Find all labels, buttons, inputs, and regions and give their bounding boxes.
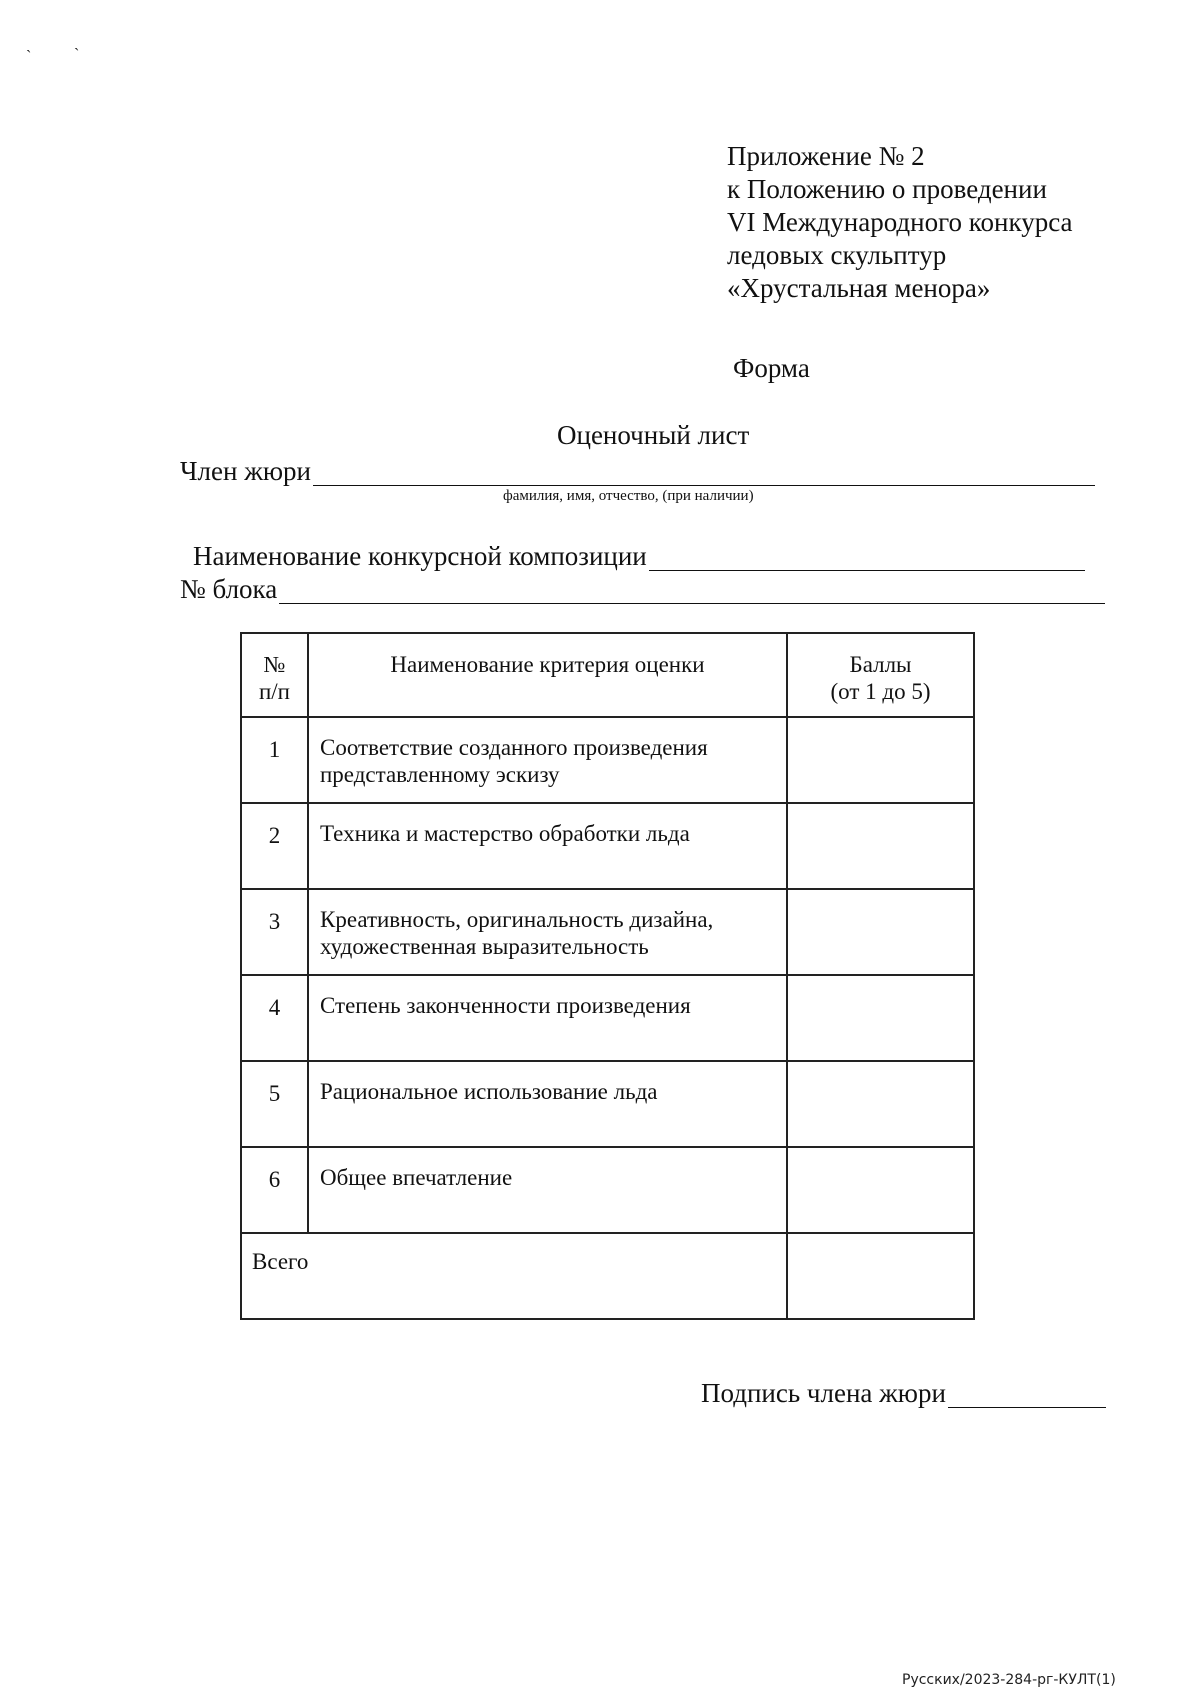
form-label: Форма [733,353,810,383]
total-label: Всего [241,1233,787,1319]
row-number: 3 [241,889,308,975]
annex-line-5: «Хрустальная менора» [727,273,991,303]
criterion-line: художественная выразительность [320,934,649,959]
row-number: 1 [241,717,308,803]
row-number: 4 [241,975,308,1061]
composition-input-line[interactable] [649,540,1085,571]
row-criterion [308,803,787,889]
row-criterion [308,889,787,975]
header-score-line-2: (от 1 до 5) [830,679,931,704]
table-row [241,1147,974,1233]
header-score [787,633,974,717]
row-number: 6 [241,1147,308,1233]
scan-mark-1: ˎ [26,36,32,53]
header-num-line-1: № [263,652,286,677]
score-cell[interactable] [787,717,974,803]
table-header-row [241,633,974,717]
score-cell[interactable] [787,975,974,1061]
annex-line-2: к Положению о проведении [727,174,1047,204]
criterion-line: Креативность, оригинальность дизайна, [320,907,714,932]
block-field [180,573,1105,604]
jury-member-field [180,455,1095,486]
row-number: 2 [241,803,308,889]
row-criterion [308,717,787,803]
criterion-line: Рациональное использование льда [320,1079,658,1104]
signature-label: Подпись члена жюри [701,1378,946,1408]
composition-label: Наименование конкурсной композиции [193,541,647,571]
header-criterion [308,633,787,717]
header-score-line-1: Баллы [849,652,912,677]
jury-member-hint: фамилия, имя, отчество, (при наличии) [503,488,754,504]
signature-field [701,1377,1106,1408]
scan-mark-2: ˏ [74,34,80,51]
annex-line-1: Приложение № 2 [727,141,925,171]
total-score-cell[interactable] [787,1233,974,1319]
table-row [241,717,974,803]
jury-member-input-line[interactable] [313,455,1095,486]
annex-header [727,140,1073,305]
row-number: 5 [241,1061,308,1147]
criterion-line: Степень законченности произведения [320,993,691,1018]
criterion-line: Техника и мастерство обработки льда [320,821,690,846]
row-criterion [308,1147,787,1233]
annex-line-4: ледовых скульптур [727,240,947,270]
document-footer-id: Русских/2023-284-рг-КУЛТ(1) [902,1672,1116,1688]
annex-line-3: VI Международного конкурса [727,207,1073,237]
row-criterion [308,975,787,1061]
score-cell[interactable] [787,803,974,889]
total-row [241,1233,974,1319]
header-num [241,633,308,717]
score-cell[interactable] [787,889,974,975]
criterion-line: представленному эскизу [320,762,560,787]
sheet-title: Оценочный лист [557,420,750,450]
header-num-line-2: п/п [258,679,290,704]
criteria-table [240,632,975,1320]
header-criterion-text: Наименование критерия оценки [390,652,705,677]
score-cell[interactable] [787,1061,974,1147]
block-label: № блока [180,574,278,604]
criterion-line: Соответствие созданного произведения [320,735,708,760]
table-row [241,889,974,975]
signature-input-line[interactable] [948,1377,1106,1408]
table-row [241,1061,974,1147]
table-row [241,803,974,889]
table-row [241,975,974,1061]
jury-member-label: Член жюри [180,456,311,486]
score-cell[interactable] [787,1147,974,1233]
composition-field [193,540,1085,571]
row-criterion [308,1061,787,1147]
criterion-line: Общее впечатление [320,1165,513,1190]
block-input-line[interactable] [279,573,1105,604]
